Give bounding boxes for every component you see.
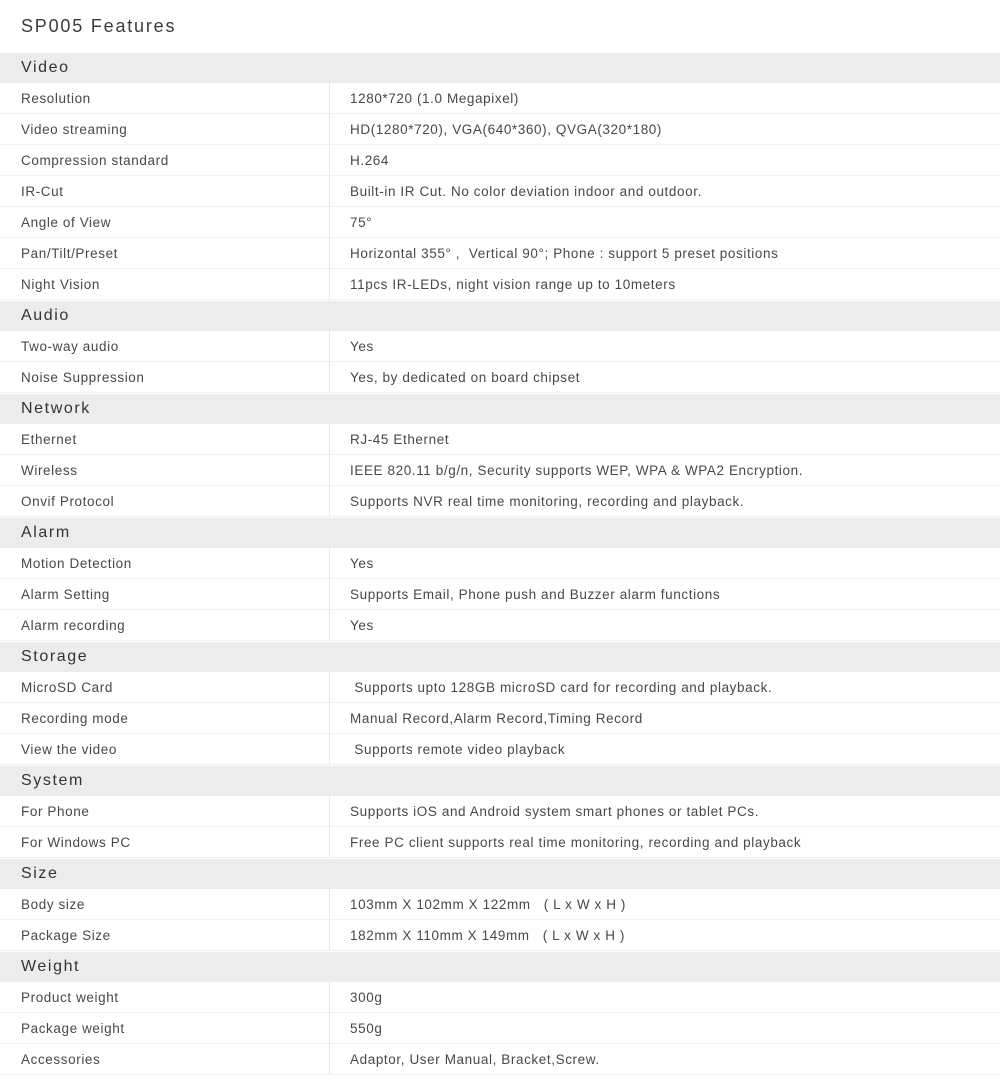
spec-row (0, 331, 1000, 362)
spec-value: Yes (350, 338, 374, 354)
spec-row (0, 238, 1000, 269)
spec-row (0, 362, 1000, 393)
section-title: System (21, 772, 84, 789)
spec-value: Built-in IR Cut. No color deviation indoor and outdoor. (350, 183, 702, 199)
spec-row (0, 455, 1000, 486)
spec-value: Supports upto 128GB microSD card for recording and playback. (350, 679, 773, 695)
section-title: Alarm (21, 524, 71, 541)
section-header-video (0, 53, 1000, 83)
spec-value: 75° (350, 214, 373, 230)
spec-label: Resolution (0, 83, 330, 113)
spec-label: IR-Cut (0, 176, 330, 206)
spec-row (0, 486, 1000, 517)
spec-row (0, 1044, 1000, 1075)
spec-value: HD(1280*720), VGA(640*360), QVGA(320*180) (350, 121, 663, 137)
spec-label: Recording mode (0, 703, 330, 733)
spec-value: Adaptor, User Manual, Bracket,Screw. (350, 1051, 600, 1067)
spec-label: For Windows PC (0, 827, 330, 857)
spec-row (0, 982, 1000, 1013)
spec-value: Horizontal 355° , Vertical 90°; Phone : support 5 preset positions (350, 245, 779, 261)
spec-row (0, 1013, 1000, 1044)
spec-row (0, 83, 1000, 114)
spec-label: Accessories (0, 1044, 330, 1074)
spec-value: 300g (350, 989, 383, 1005)
spec-value: Supports Email, Phone push and Buzzer alarm functions (350, 586, 721, 602)
section-title: Network (21, 400, 91, 417)
page-title: SP005 Features (21, 15, 177, 36)
spec-label: Motion Detection (0, 548, 330, 578)
spec-row (0, 424, 1000, 455)
spec-value: 550g (350, 1020, 383, 1036)
spec-row (0, 672, 1000, 703)
section-header-network (0, 394, 1000, 424)
spec-row (0, 610, 1000, 641)
spec-row (0, 114, 1000, 145)
section-title: Size (21, 865, 59, 882)
section-title: Weight (21, 958, 81, 975)
spec-value: Supports remote video playback (350, 741, 566, 757)
spec-label: Night Vision (0, 269, 330, 299)
spec-label: Ethernet (0, 424, 330, 454)
spec-value: Yes (350, 617, 374, 633)
spec-label: Package Size (0, 920, 330, 950)
spec-value: Free PC client supports real time monitoring, recording and playback (350, 834, 802, 850)
spec-row (0, 734, 1000, 765)
spec-label: MicroSD Card (0, 672, 330, 702)
spec-row (0, 269, 1000, 300)
section-header-storage (0, 642, 1000, 672)
spec-row (0, 579, 1000, 610)
spec-label: Wireless (0, 455, 330, 485)
spec-row (0, 889, 1000, 920)
spec-label: Pan/Tilt/Preset (0, 238, 330, 268)
spec-value: 182mm X 110mm X 149mm ( L x W x H ) (350, 927, 626, 943)
spec-row (0, 207, 1000, 238)
spec-value: 103mm X 102mm X 122mm ( L x W x H ) (350, 896, 627, 912)
spec-value: Supports NVR real time monitoring, recording and playback. (350, 493, 745, 509)
section-header-audio (0, 301, 1000, 331)
spec-value: 11pcs IR-LEDs, night vision range up to 10meters (350, 276, 676, 292)
spec-row (0, 796, 1000, 827)
spec-value: Supports iOS and Android system smart phones or tablet PCs. (350, 803, 760, 819)
spec-label: View the video (0, 734, 330, 764)
section-title: Video (21, 59, 70, 76)
spec-value: Yes, by dedicated on board chipset (350, 369, 581, 385)
spec-row (0, 176, 1000, 207)
spec-label: Angle of View (0, 207, 330, 237)
spec-row (0, 145, 1000, 176)
spec-label: Alarm Setting (0, 579, 330, 609)
spec-label: Video streaming (0, 114, 330, 144)
spec-value: Yes (350, 555, 374, 571)
spec-label: Noise Suppression (0, 362, 330, 392)
section-header-system (0, 766, 1000, 796)
spec-row (0, 920, 1000, 951)
section-header-alarm (0, 518, 1000, 548)
spec-value: Manual Record,Alarm Record,Timing Record (350, 710, 643, 726)
spec-table (0, 53, 1000, 1075)
spec-label: Onvif Protocol (0, 486, 330, 516)
spec-label: Body size (0, 889, 330, 919)
section-header-size (0, 859, 1000, 889)
spec-value: H.264 (350, 152, 390, 168)
spec-label: Package weight (0, 1013, 330, 1043)
section-title: Audio (21, 307, 70, 324)
section-header-weight (0, 952, 1000, 982)
spec-value: 1280*720 (1.0 Megapixel) (350, 90, 520, 106)
spec-value: IEEE 820.11 b/g/n, Security supports WEP, WPA & WPA2 Encryption. (350, 462, 804, 478)
spec-row (0, 827, 1000, 858)
spec-row (0, 703, 1000, 734)
spec-value: RJ-45 Ethernet (350, 431, 450, 447)
spec-label: Compression standard (0, 145, 330, 175)
spec-label: Product weight (0, 982, 330, 1012)
spec-label: For Phone (0, 796, 330, 826)
spec-label: Alarm recording (0, 610, 330, 640)
spec-label: Two-way audio (0, 331, 330, 361)
spec-row (0, 548, 1000, 579)
section-title: Storage (21, 648, 89, 665)
